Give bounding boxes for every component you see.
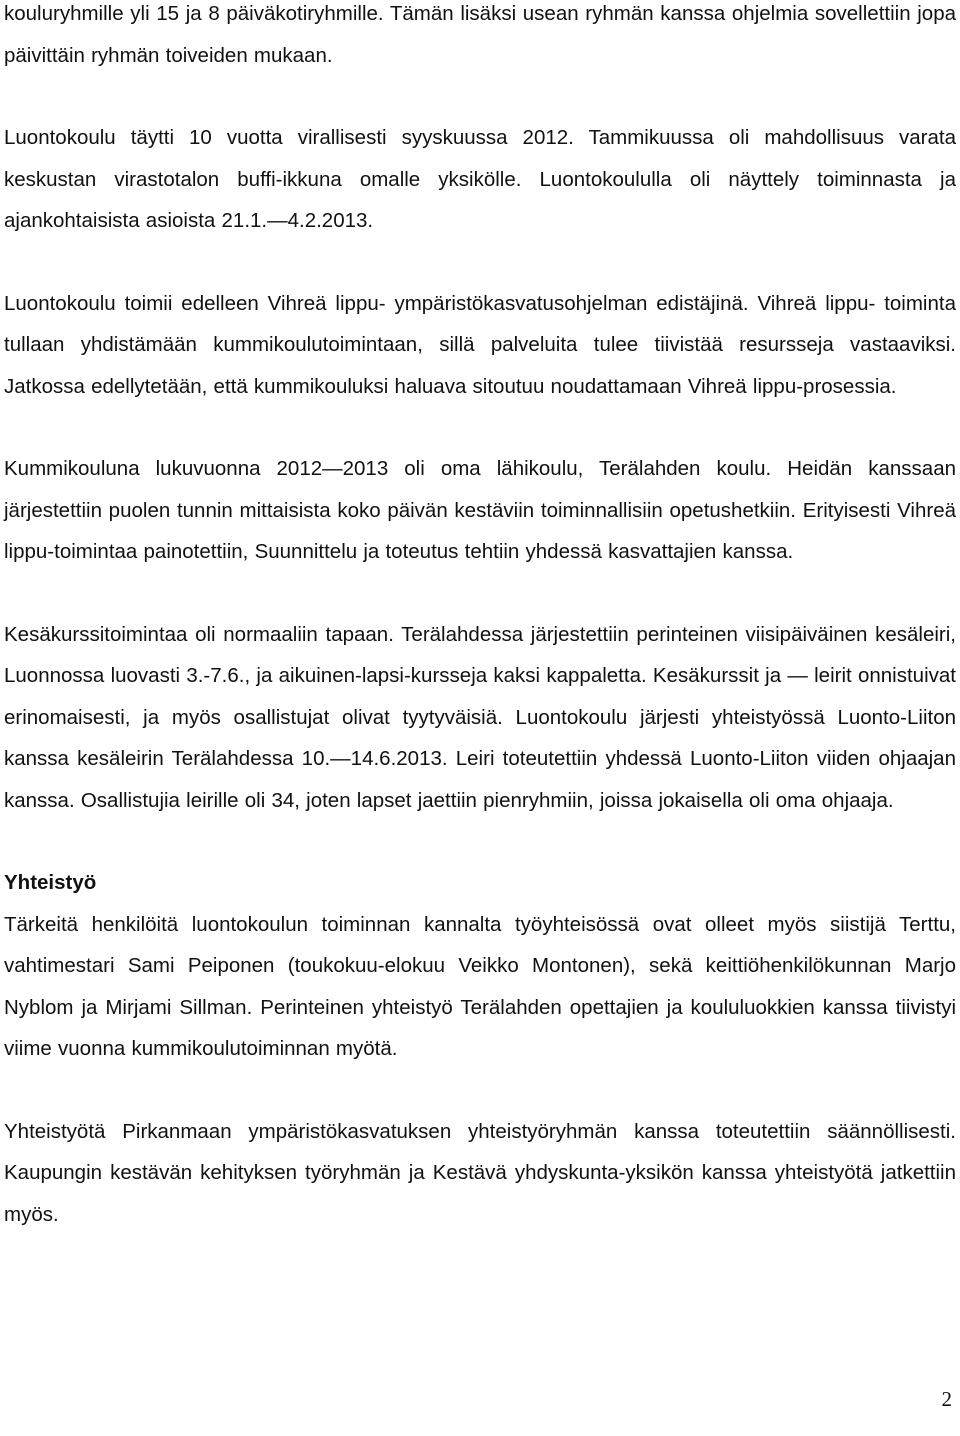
paragraph-sponsor-school: Kummikouluna lukuvuonna 2012—2013 oli oma lähikoulu, Terälahden koulu. Heidän kanssaan järjestettiin puolen tunnin mittaisista koko päivän kestäviin toiminnallisiin opetushetkiin. Erityisesti Vihreä lippu-toimintaa painotettiin, Suunnittelu ja toteutus tehtiin yhdessä kasvattajien kanssa. [4,457,956,563]
paragraph-cooperation: Yhteistyötä Pirkanmaan ympäristökasvatuksen yhteistyöryhmän kanssa toteutettiin säännöllisesti. Kaupungin kestävän kehityksen työryhmän ja Kestävä yhdyskunta-yksikön kanssa yhteistyötä jatkettiin myös. [4,1119,956,1226]
paragraph-groups: kouluryhmille yli 15 ja 8 päiväkotiryhmille. Tämän lisäksi usean ryhmän kanssa ohjelmia sovellettiin jopa päivittäin ryhmän toiveiden mukaan. [4,2,956,67]
document-page [4,0,956,1235]
paragraph-gap [4,1070,956,1111]
paragraph-gap [4,407,956,448]
paragraph-gap [4,821,956,862]
paragraph-gap [4,242,956,283]
paragraph-summer-courses: Kesäkurssitoimintaa oli normaaliin tapaan. Terälahdessa järjestettiin perinteinen viisipäiväinen kesäleiri, Luonnossa luovasti 3.-7.6., ja aikuinen-lapsi-kursseja kaksi kappaletta. Kesäkurssit ja — leirit onnistuivat erinomaisesti, ja myös osallistujat olivat tyytyväisiä. Luontokoulu järjesti yhteistyössä Luonto-Liiton kanssa kesäleirin Terälahdessa 10.—14.6.2013. Leiri toteutettiin yhdessä Luonto-Liiton viiden ohjaajan kanssa. Osallistujia leirille oli 34, joten lapset jaettiin pienryhmiin, joissa jokaisella oli oma ohjaaja. [4,622,956,812]
paragraph-staff: Tärkeitä henkilöitä luontokoulun toiminnan kannalta työyhteisössä ovat olleet myös siistijä Terttu, vahtimestari Sami Peiponen (toukokuu-elokuu Veikko Montonen), sekä keittiöhenkilökunnan Marjo Nyblom ja Mirjami Sillman. Perinteinen yhteistyö Terälahden opettajien ja koululuokkien kanssa tiivistyi viime vuonna kummikoulutoiminnan myötä. [4,912,956,1060]
paragraph-green-flag: Luontokoulu toimii edelleen Vihreä lippu- ympäristökasvatusohjelman edistäjinä. Vihreä lippu- toiminta tullaan yhdistämään kummikoulutoimintaan, sillä palveluita tulee tiivistää resursseja vastaaviksi. Jatkossa edellytetään, että kummikouluksi haluava sitoutuu noudattamaan Vihreä lippu-prosessia. [4,291,956,398]
section-heading: Yhteistyö [4,871,97,894]
page-number: 2 [941,1387,952,1411]
paragraph-anniversary: Luontokoulu täytti 10 vuotta virallisesti syyskuussa 2012. Tammikuussa oli mahdollisuus varata keskustan virastotalon buffi-ikkuna omalle yksikölle. Luontokoululla oli näyttely toiminnasta ja ajankohtaisista asioista 21.1.—4.2.2013. [4,126,956,232]
paragraph-gap [4,573,956,614]
paragraph-gap [4,76,956,117]
